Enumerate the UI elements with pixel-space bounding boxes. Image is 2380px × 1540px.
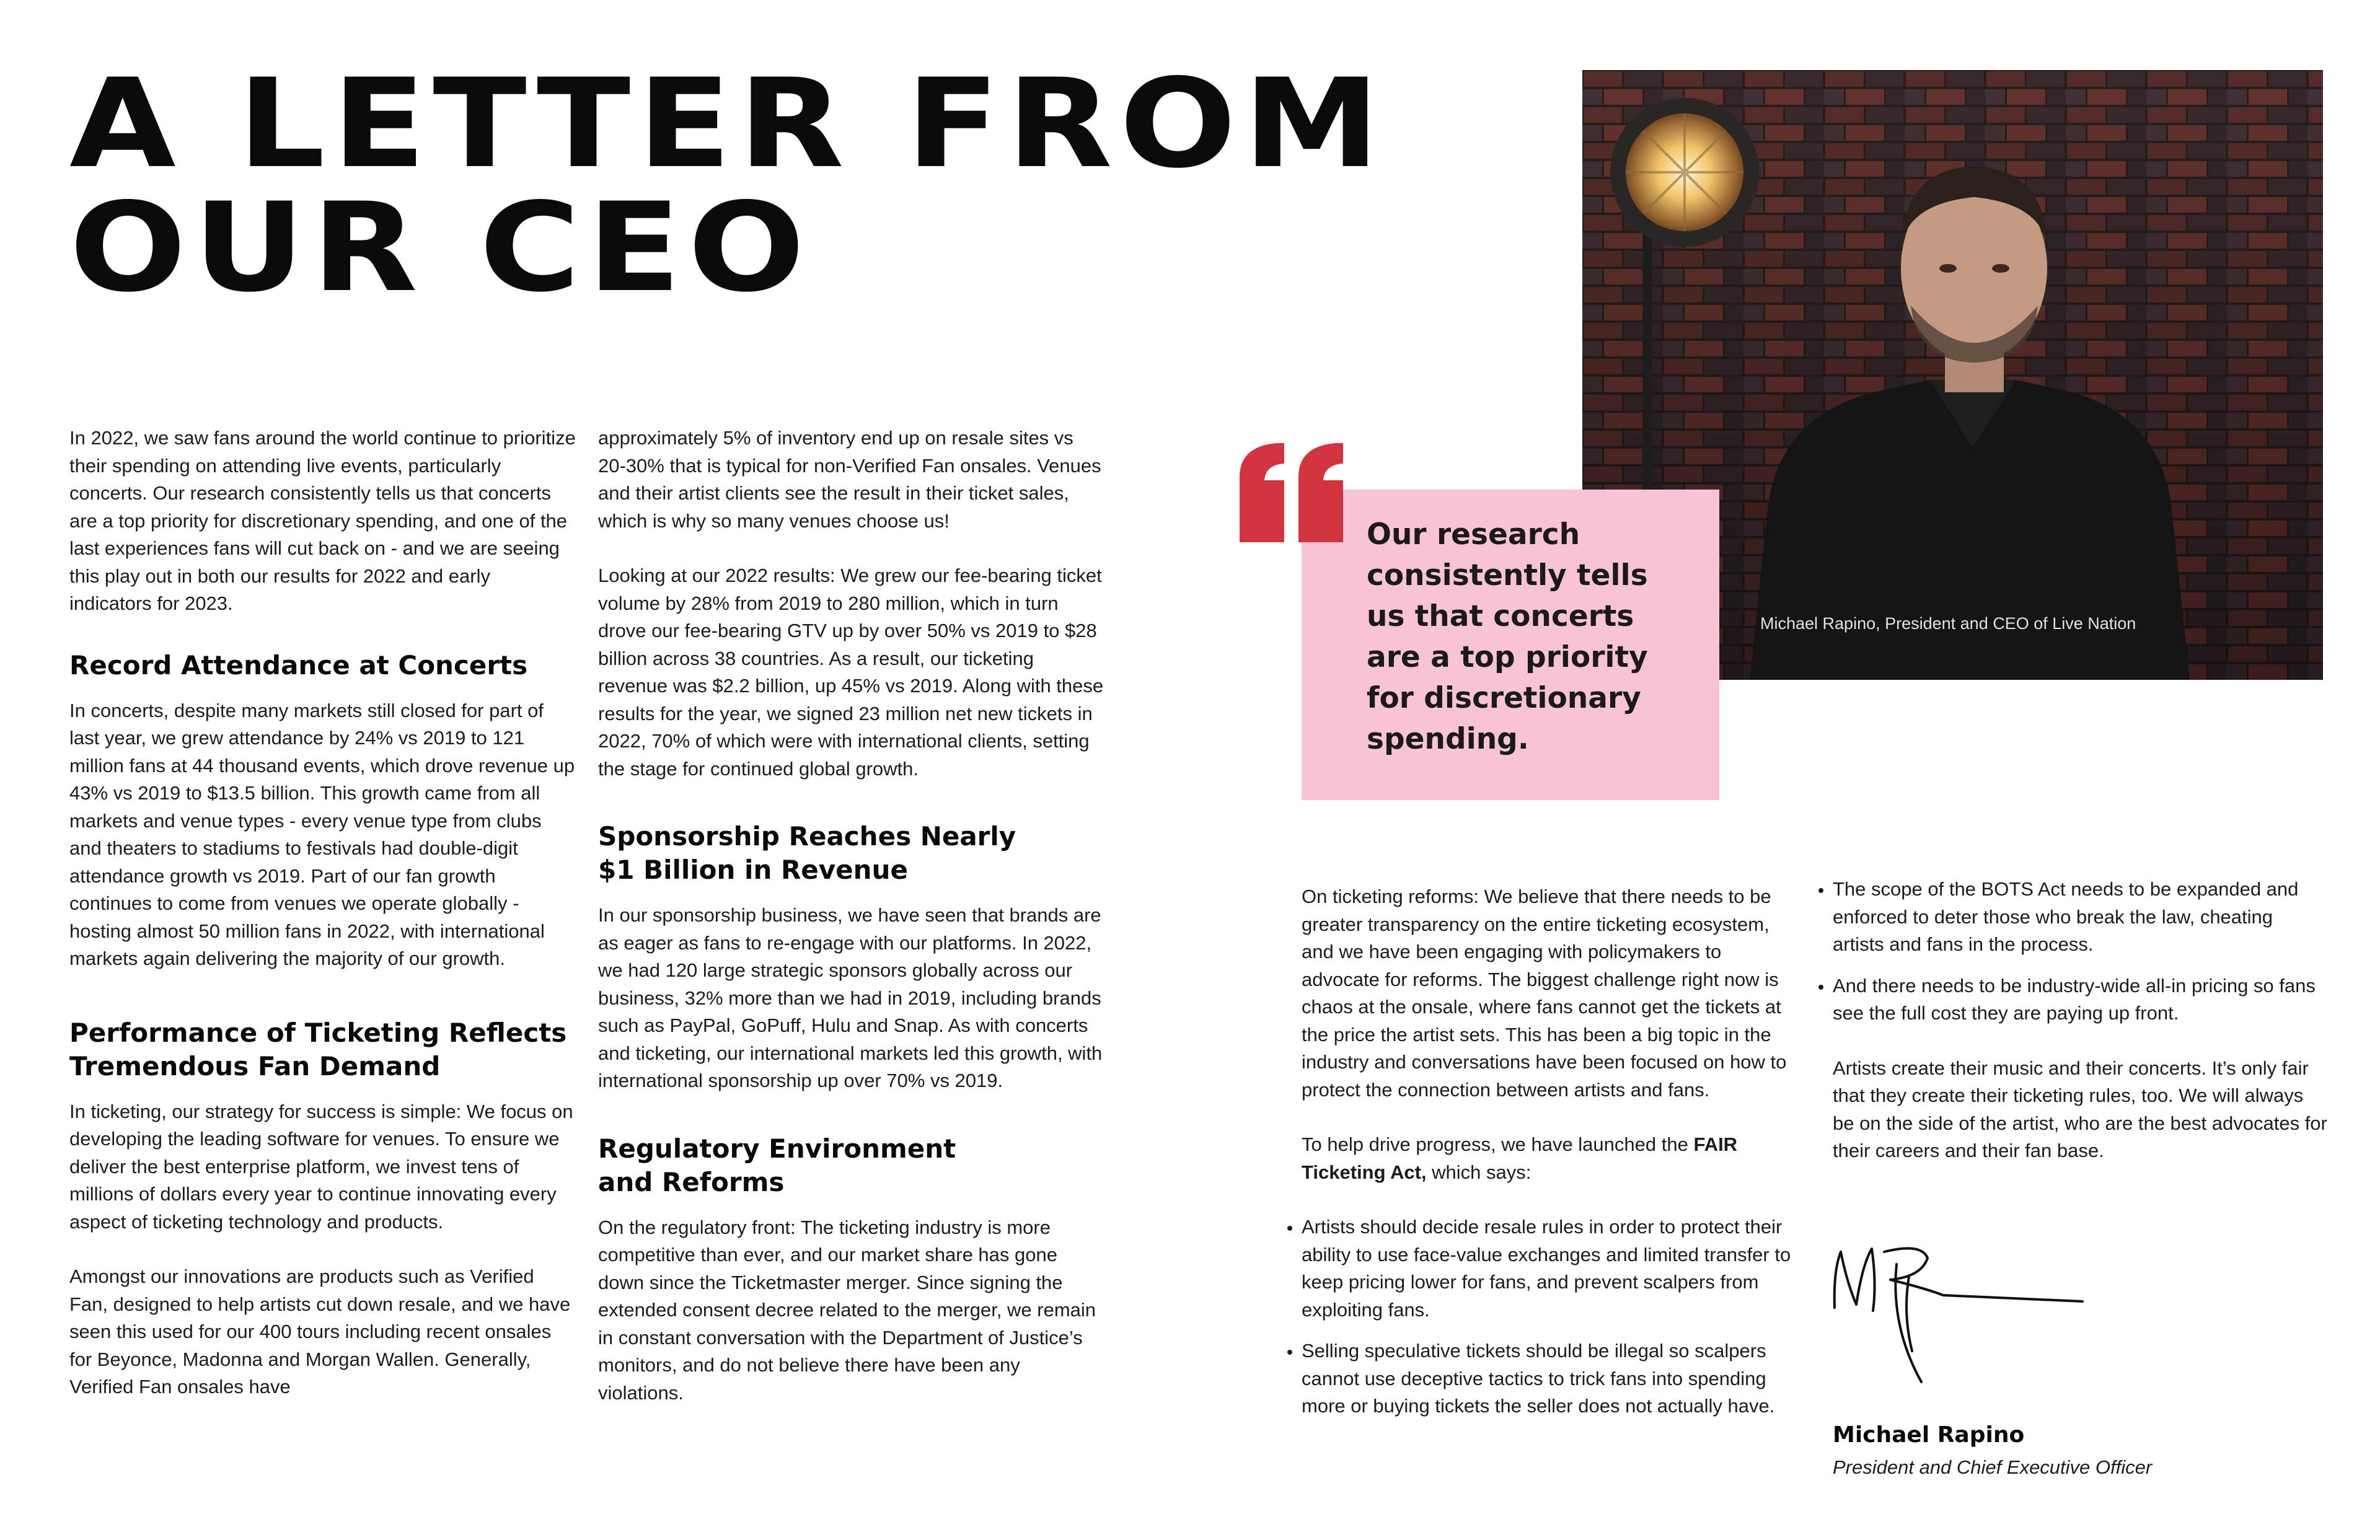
- photo-caption: Michael Rapino, President and CEO of Live Nation: [1760, 614, 2136, 633]
- heading-ticketing-performance: [69, 1016, 578, 1083]
- quote-mark-icon: [1233, 434, 1351, 545]
- column-1: [69, 425, 578, 1428]
- fair-act-list: [1277, 1213, 1797, 1420]
- regulatory-paragraph: On the regulatory front: The ticketing industry is more competitive than ever, and our market share has gone down since the Ticketmaster merger. Since signing the extended consent decree related to the merger, we remain in constant conversation with the Department of Justice’s monitors, and do not believe there have been any violations.: [598, 1216, 1096, 1404]
- list-item: • And there needs to be industry-wide all-in pricing so fans see the full cost they are paying up front.: [1833, 972, 2329, 1027]
- pull-quote-text: Our research consistently tells us that concerts are a top priority for discretionary spending.: [1367, 517, 1648, 756]
- list-item: • The scope of the BOTS Act needs to be expanded and enforced to deter those who break the law, cheating artists and fans in the process.: [1833, 876, 2329, 959]
- title-line-2: OUR CEO: [69, 176, 812, 319]
- column-2: [598, 425, 1106, 1434]
- fair-act-suffix: which says:: [1426, 1161, 1532, 1183]
- fair-act-paragraph: [1302, 1131, 1797, 1186]
- results-paragraph: Looking at our 2022 results: We grew our fee-bearing ticket volume by 28% from 2019 to 280 million, which in turn drove our fee-bearing GTV up by over 50% vs 2019 to $28 billion across 38 countries. As a result, our ticketing revenue was $2.2 billion, up 45% vs 2019. Along with these results for the year, we signed 23 million net new tickets in 2022, 70% of which were with international clients, setting the stage for continued global growth.: [598, 565, 1104, 780]
- ticketing-paragraph: In ticketing, our strategy for success is simple: We focus on developing the leading software for venues. To ensure we deliver the best enterprise platform, we invest tens of millions of dollars every year to continue innovating every aspect of ticketing technology and products.: [69, 1100, 573, 1233]
- reforms-paragraph: On ticketing reforms: We believe that there needs to be greater transparency on the entire ticketing ecosystem, and we have been engaging with policymakers to advocate for reforms. The biggest challenge right now is chaos at the onsale, where fans cannot get the tickets at the price the artist sets. This has been a big topic in the industry and conversations have been focused on how to protect the connection between artists and fans.: [1302, 886, 1787, 1101]
- fair-act-intro: To help drive progress, we have launched the: [1302, 1133, 1694, 1155]
- heading-sponsorship: [598, 820, 1106, 887]
- pull-quote-box: [1302, 490, 1719, 800]
- ceo-signature: [1828, 1239, 2089, 1394]
- heading-text: Record Attendance at Concerts: [69, 649, 528, 680]
- reform-list-continued: [1808, 876, 2329, 1027]
- verified-fan-paragraph: approximately 5% of inventory end up on resale sites vs 20-30% that is typical for non-Verified Fan onsales. Venues and their artist clients see the result in their ticket sales, which is why so many venues choose us!: [598, 427, 1101, 532]
- heading-regulatory: [598, 1132, 1106, 1199]
- column-3: [1302, 883, 1797, 1434]
- list-item: • Artists should decide resale rules in order to protect their ability to use face-value exchanges and limited transfer to keep pricing lower for fans, and prevent scalpers from exploiting fans.: [1302, 1213, 1797, 1324]
- title-line-1: A LETTER FROM: [69, 52, 1387, 195]
- intro-paragraph: In 2022, we saw fans around the world continue to prioritize their spending on attending live events, particularly concerts. Our research consistently tells us that concerts are a top priority for discretionary spending, and one of the last experiences fans will cut back on - and we are seeing this play out in both our results for 2022 and early indicators for 2023.: [69, 427, 576, 614]
- signatory-title: President and Chief Executive Officer: [1833, 1456, 2153, 1478]
- heading-line-1: Performance of Ticketing Reflects: [69, 1017, 567, 1048]
- heading-line-1: Sponsorship Reaches Nearly: [598, 821, 1016, 851]
- fair-act-name: FAIR Ticketing Act,: [1302, 1133, 1738, 1183]
- page-title: [69, 52, 1387, 319]
- heading-record-attendance: [69, 649, 578, 682]
- heading-line-1: Regulatory Environment: [598, 1133, 956, 1164]
- heading-line-2: $1 Billion in Revenue: [598, 855, 908, 885]
- innovations-paragraph: Amongst our innovations are products such as Verified Fan, designed to help artists cut down resale, and we have seen this used for our 400 tours including recent onsales for Beyonce, Madonna and Morgan Wallen. Generally, Verified Fan onsales have: [69, 1265, 571, 1397]
- signatory-name: Michael Rapino: [1833, 1422, 2025, 1448]
- attendance-paragraph: In concerts, despite many markets still closed for part of last year, we grew attendance by 24% vs 2019 to 121 million fans at 44 thousand events, which drove revenue up 43% vs 2019 to $13.5 billion. This growth came from all markets and venue types - every venue type from clubs and theaters to stadiums to festivals had double-digit attendance growth vs 2019. Part of our fan growth continues to come from venues we operate globally - hosting almost 50 million fans in 2022, with international markets again delivering the majority of our growth.: [69, 699, 575, 969]
- heading-line-2: Tremendous Fan Demand: [69, 1050, 441, 1081]
- column-4: [1833, 876, 2329, 1192]
- closing-paragraph: Artists create their music and their concerts. It’s only fair that they create their ticketing rules, too. We will always be on the side of the artist, who are the best advocates for their careers and their fan base.: [1833, 1057, 2327, 1161]
- list-item: • Selling speculative tickets should be illegal so scalpers cannot use deceptive tactics to trick fans into spending more or buying tickets the seller does not actually have.: [1302, 1337, 1797, 1420]
- sponsorship-paragraph: In our sponsorship business, we have seen that brands are as eager as fans to re-engage with our platforms. In 2022, we had 120 large strategic sponsors globally across our business, 32% more than we had in 2019, including brands such as PayPal, GoPuff, Hulu and Snap. As with concerts and ticketing, our international markets led this growth, with international sponsorship up over 70% vs 2019.: [598, 904, 1103, 1091]
- heading-line-2: and Reforms: [598, 1166, 785, 1197]
